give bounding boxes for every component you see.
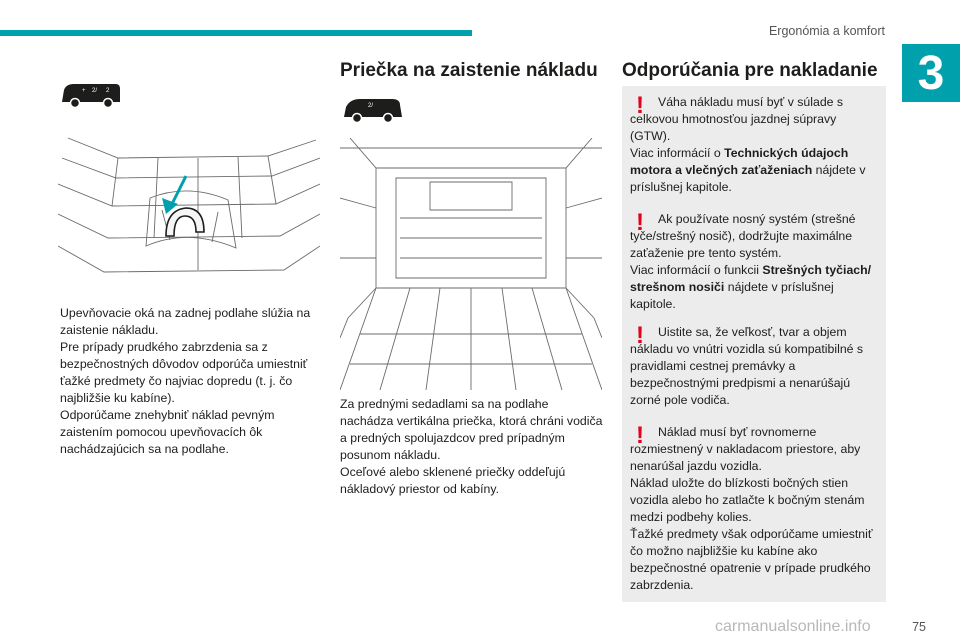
page-number: 75	[912, 620, 926, 634]
warning-1-post: nájdete v príslušnej kapitole.	[630, 163, 866, 194]
warning-box-1	[622, 86, 886, 204]
warning-icon: !	[636, 422, 644, 449]
cargo-partition-illustration	[340, 138, 602, 390]
middle-paragraph-text: Za prednými sedadlami sa na podlahe nachádza vertikálna priečka, ktorá chráni vodiča a predných spolujazdcov pred prípadným posunom nákladu. Oceľové alebo sklenené priečky oddeľujú nákladový priestor od kabíny.	[340, 397, 603, 496]
floor-anchor-illustration	[58, 128, 320, 290]
loading-tips-title: Odporúčania pre nakladanie	[622, 60, 878, 81]
watermark: carmanualsonline.info	[715, 618, 871, 635]
warning-box-4	[622, 416, 886, 602]
warning-2-text: Ak používate nosný systém (strešné tyče/strešný nosič), dodržujte maximálne zaťaženie pre tento systém.	[630, 212, 856, 260]
warning-4-text: Náklad musí byť rovnomerne rozmiestnený v nakladacom priestore, aby nenarúšal jazdu vozidla. Náklad uložte do blízkosti bočných stien vozidla alebo ho zatlačte k bočným stenám medzi podbehy kolies. Ťažké predmety však odporúčame umiestniť čo možno najbližšie ku kabíne ako bezpečnostné opatrenie v prípade prudkého zabrzdenia.	[630, 425, 873, 592]
warning-2-bold: Strešných tyčiach/ strešnom nosiči	[630, 263, 872, 294]
van-icon-label-1: +	[82, 88, 86, 94]
warning-icon: !	[636, 322, 644, 349]
partition-title: Priečka na zaistenie nákladu	[340, 60, 598, 81]
warning-3-text: Uistite sa, že veľkosť, tvar a objem nákladu vo vnútri vozidla sú kompatibilné s pravidlami cestnej premávky a bezpečnostnými predpismi a nenarúšajú zorné pole vodiča.	[630, 325, 864, 407]
warning-1-pre: Viac informácií o	[630, 146, 725, 160]
van-short-icon	[342, 95, 404, 125]
header-accent-bar	[0, 30, 472, 36]
warning-2-post: nájdete v príslušnej kapitole.	[630, 280, 834, 311]
left-paragraph-text: Upevňovacie oká na zadnej podlahe slúžia na zaistenie nákladu. Pre prípady prudkého zabrzdenia sa z bezpečnostných dôvodov odporúča umiestniť ťažké predmety čo najviac dopredu (t. j. čo najbližšie ku kabíne). Odporúčame znehybniť náklad pevným zaistením pomocou upevňovacích ôk nachádzajúcich sa na podlahe.	[60, 306, 311, 456]
middle-paragraph	[340, 396, 604, 498]
left-paragraph	[60, 305, 318, 458]
anchor-ring-icon	[166, 208, 204, 236]
warning-1-text: Váha nákladu musí byť v súlade s celkovou hmotnosťou jazdnej súpravy (GTW).	[630, 95, 844, 143]
van-short-icon-label: 2/	[368, 103, 374, 109]
header-title: Ergonómia a komfort	[768, 24, 885, 38]
van-long-icon	[60, 80, 122, 110]
warning-icon: !	[636, 92, 644, 119]
chapter-tab: 3	[902, 44, 960, 102]
warning-box-3	[622, 316, 886, 417]
van-icon-label-2: 2/	[92, 88, 98, 94]
warning-box-2	[622, 203, 886, 321]
warning-icon: !	[636, 209, 644, 236]
warning-1-bold: Technických údajoch motora a vlečných zaťaženiach	[630, 146, 849, 177]
warning-2-pre: Viac informácií o funkcii	[630, 263, 763, 277]
van-icon-label-3: 2	[106, 88, 110, 94]
